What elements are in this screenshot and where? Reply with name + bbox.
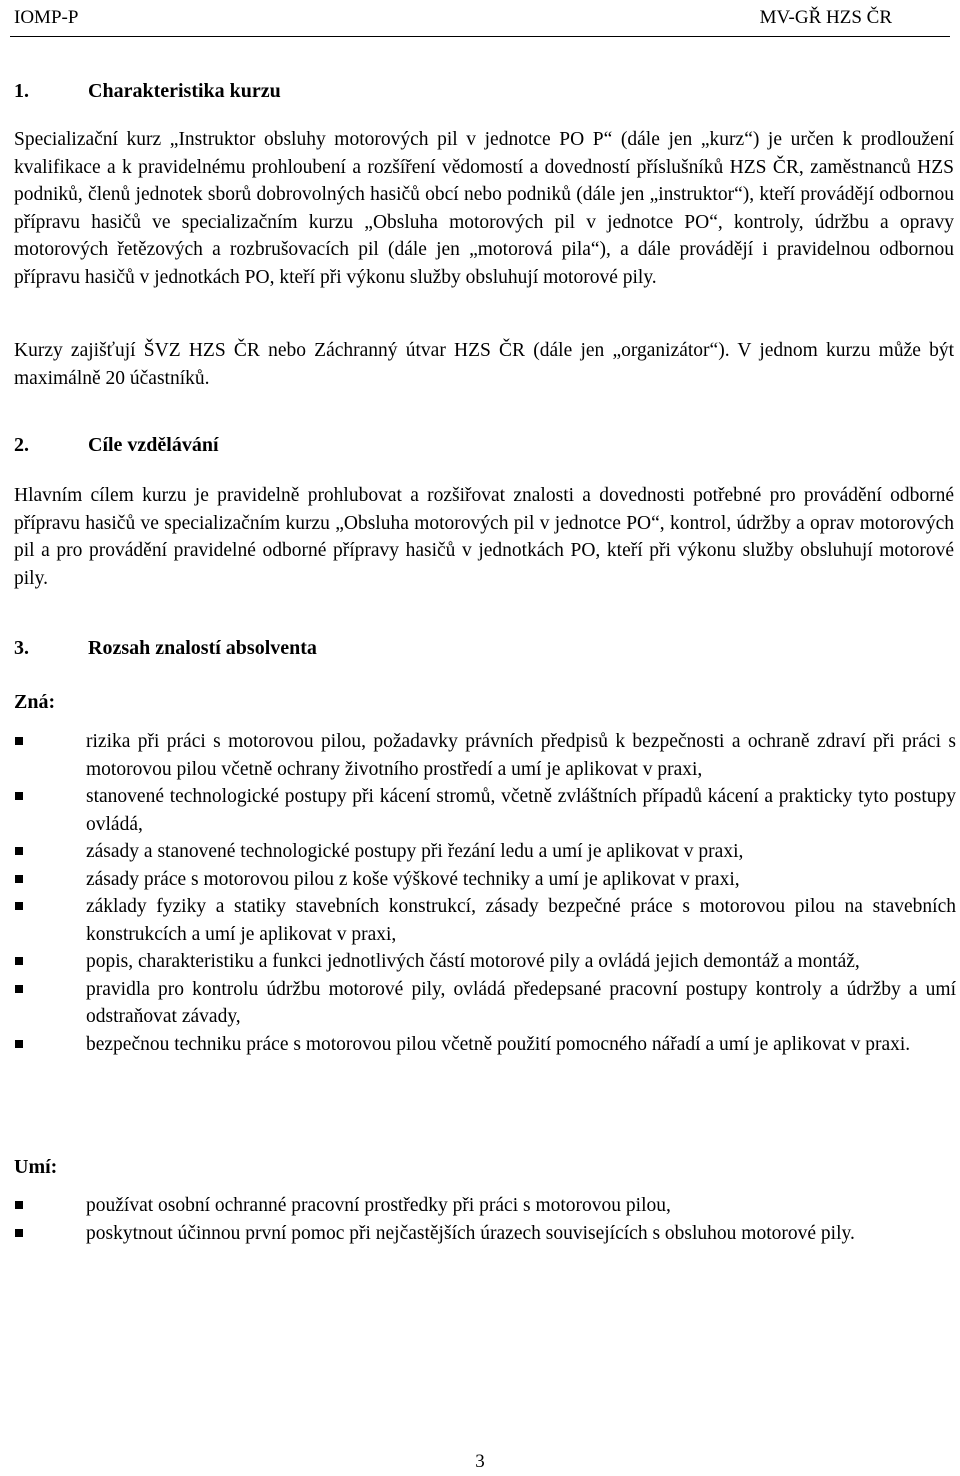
header-divider	[10, 36, 950, 37]
list-item-text: poskytnout účinnou první pomoc při nejčastějších úrazech souvisejících s obsluhou motorové pily.	[86, 1222, 855, 1244]
section-2-number: 2.	[14, 434, 29, 456]
section-1-title: Charakteristika kurzu	[88, 80, 281, 102]
list-item	[14, 976, 956, 1031]
umi-list	[14, 1192, 956, 1247]
zna-list	[14, 728, 956, 1058]
section-1-number: 1.	[14, 80, 29, 102]
list-item	[14, 948, 956, 976]
list-item	[14, 728, 956, 783]
header-issuer: MV-GŘ HZS ČR	[759, 7, 892, 28]
list-item-text: používat osobní ochranné pracovní prostředky při práci s motorovou pilou,	[86, 1195, 671, 1216]
list-item-text: bezpečnou techniku práce s motorovou pilou včetně použití pomocného nářadí a umí je aplikovat v praxi.	[86, 1033, 911, 1055]
list-item	[14, 783, 956, 838]
list-item	[14, 1031, 956, 1059]
list-item-text: pravidla pro kontrolu údržbu motorové pily, ovládá předepsané pracovní postupy kontroly a údržby a umí odstraňovat závady,	[86, 978, 956, 1027]
section-2-paragraph: Hlavním cílem kurzu je pravidelně prohlubovat a rozšiřovat znalosti a dovednosti potřebné pro provádění odborné přípravu hasičů ve specializačním kurzu „Obsluha motorových pil v jednotce PO“, kontrol, údržby a oprav motorových pil a pro provádění pravidelné odborné přípravy hasičů v jednotkách PO, kteří při výkonu služby obsluhují motorové pily.	[14, 485, 954, 589]
list-item	[14, 866, 956, 894]
list-item-text: zásady a stanovené technologické postupy při řezání ledu a umí je aplikovat v praxi,	[86, 841, 744, 862]
list-item-text: popis, charakteristiku a funkci jednotlivých částí motorové pily a ovládá jejich demontáž a montáž,	[86, 951, 860, 972]
header-document-code: IOMP-P	[14, 7, 79, 28]
list-item-text: zásady práce s motorovou pilou z koše výškové techniky a umí je aplikovat v praxi,	[86, 868, 740, 890]
list-item	[14, 1220, 956, 1248]
list-item-text: základy fyziky a statiky stavebních konstrukcí, zásady bezpečné práce s motorovou pilou na stavebních konstrukcích a umí je aplikovat v praxi,	[86, 896, 956, 945]
list-item-text: rizika při práci s motorovou pilou, požadavky právních předpisů k bezpečnosti a ochraně zdraví při práci s motorovou pilou včetně ochrany životního prostředí a umí je aplikovat v praxi,	[86, 731, 956, 780]
zna-label: Zná:	[14, 691, 56, 713]
list-item	[14, 838, 956, 866]
list-item-text: stanovené technologické postupy při kácení stromů, včetně zvláštních případů kácení a prakticky tyto postupy ovládá,	[86, 786, 956, 835]
section-1-paragraph-1: Specializační kurz „Instruktor obsluhy motorových pil v jednotce PO P“ (dále jen „kurz“) je určen k prodloužení kvalifikace a k pravidelnému prohloubení a rozšíření vědomostí a dovedností příslušníků HZS ČR, zaměstnanců HZS podniků, členů jednotek sborů dobrovolných hasičů obcí nebo podniků (dále jen „instruktor“), kteří provádějí odbornou přípravu hasičů ve specializačním kurzu „Obsluha motorových pil v jednotce PO“, kontroly, údržbu a opravy motorových řetězových a rozbrušovacích pil (dále jen „motorová pila“), a dále provádějí i pravidelnou odbornou přípravu hasičů v jednotkách PO, kteří při výkonu služby obsluhují motorové pily.	[14, 129, 954, 288]
umi-label: Umí:	[14, 1156, 58, 1178]
section-3-title: Rozsah znalostí absolventa	[88, 637, 317, 659]
list-item	[14, 1192, 956, 1220]
section-2-title: Cíle vzdělávání	[88, 434, 219, 456]
section-3-heading	[14, 635, 317, 663]
section-3-number: 3.	[14, 637, 29, 659]
page-number: 3	[475, 1451, 485, 1472]
list-item	[14, 893, 956, 948]
section-1-paragraph-2: Kurzy zajišťují ŠVZ HZS ČR nebo Záchranný útvar HZS ČR (dále jen „organizátor“). V jednom kurzu může být maximálně 20 účastníků.	[14, 340, 954, 389]
section-2-heading	[14, 432, 219, 460]
section-1-heading	[14, 78, 281, 106]
